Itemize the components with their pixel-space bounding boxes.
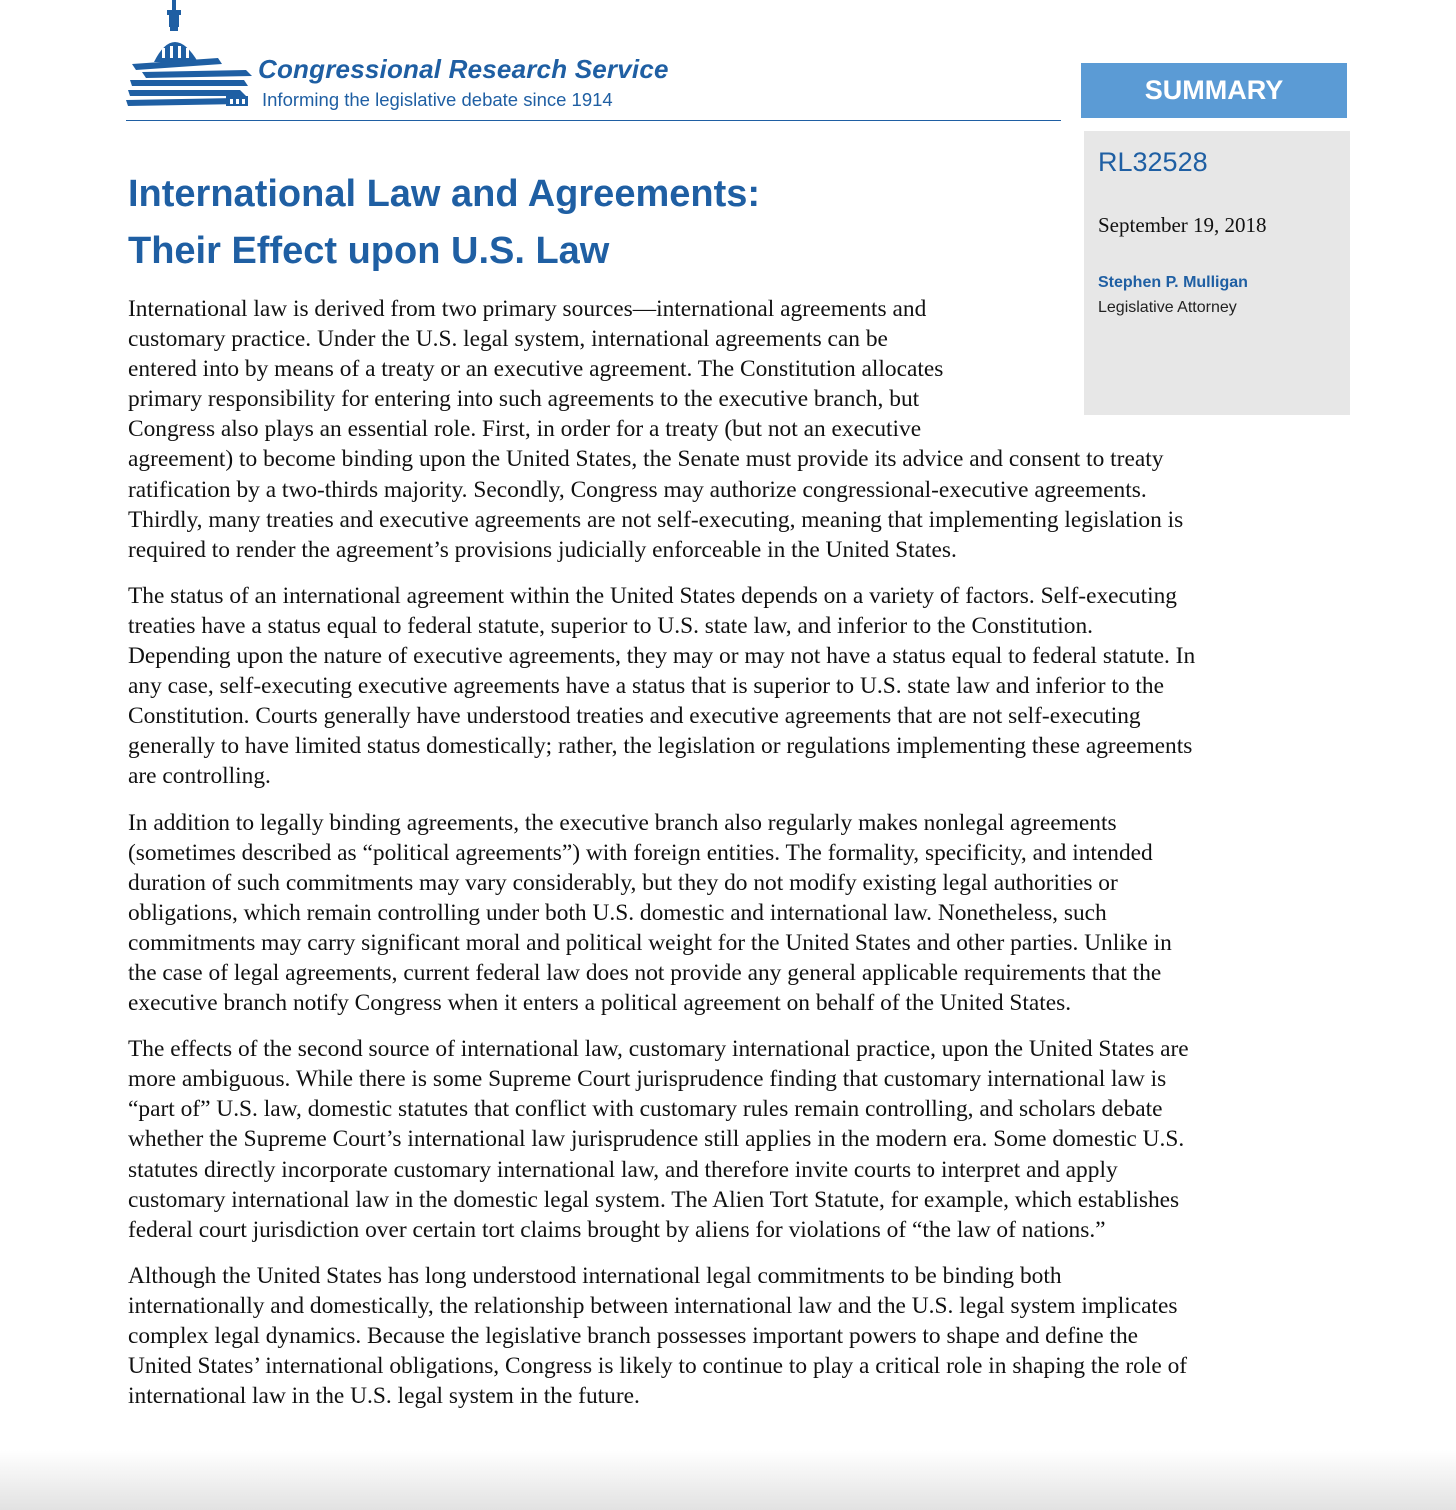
page-bottom-shadow — [0, 1450, 1456, 1510]
header-divider — [126, 120, 1061, 121]
text-line: international law in the U.S. legal system in the future. — [128, 1383, 640, 1410]
org-tagline: Informing the legislative debate since 1914 — [262, 89, 613, 110]
org-name: Congressional Research Service — [258, 54, 669, 84]
title-line-2: Their Effect upon U.S. Law — [128, 230, 610, 272]
text-line: treaties have a status equal to federal statute, superior to U.S. state law, and inferior to the Constitution. — [128, 612, 1094, 639]
text-line: customary practice. Under the U.S. legal system, international agreements can be — [128, 326, 888, 353]
text-line: The effects of the second source of international law, customary international practice, upon the United States are — [128, 1036, 1189, 1063]
text-line: commitments may carry significant moral and political weight for the United States and other parties. Unlike in — [128, 929, 1172, 956]
summary-banner: SUMMARY — [1081, 63, 1347, 118]
text-line: the case of legal agreements, current federal law does not provide any general applicable requirements that the — [128, 959, 1162, 986]
text-line: United States’ international obligations, Congress is likely to continue to play a critical role in shaping the role of — [128, 1353, 1188, 1380]
paragraph-4 — [128, 1034, 1338, 1245]
text-line: primary responsibility for entering into such agreements to the executive branch, but — [128, 386, 920, 413]
author-name: Stephen P. Mulligan — [1098, 274, 1248, 291]
text-line: Constitution. Courts generally have understood treaties and executive agreements that are not self-executing — [128, 703, 1141, 730]
title-line-1: International Law and Agreements: — [128, 173, 761, 215]
summary-body — [128, 294, 1338, 1427]
report-date: September 19, 2018 — [1098, 213, 1267, 237]
text-line: agreement) to become binding upon the United States, the Senate must provide its advice and consent to treaty — [128, 446, 1164, 473]
text-line: are controlling. — [128, 763, 271, 790]
paragraph-1 — [128, 294, 1338, 565]
document-title — [128, 166, 760, 280]
capitol-dome-logo-icon — [126, 0, 256, 116]
paragraph-5 — [128, 1261, 1338, 1411]
text-line: entered into by means of a treaty or an executive agreement. The Constitution allocates — [128, 356, 944, 383]
text-line: customary international law in the domestic legal system. The Alien Tort Statute, for example, which establishes — [128, 1186, 1180, 1213]
text-line: Depending upon the nature of executive agreements, they may or may not have a status equal to federal statute. In — [128, 643, 1196, 670]
text-line: generally to have limited status domestically; rather, the legislation or regulations implementing these agreements — [128, 733, 1193, 760]
text-line: Thirdly, many treaties and executive agreements are not self-executing, meaning that implementing legislation is — [128, 506, 1184, 533]
text-line: obligations, which remain controlling under both U.S. domestic and international law. Nonetheless, such — [128, 899, 1107, 926]
text-line: ratification by a two-thirds majority. Secondly, Congress may authorize congressional-executive agreements. — [128, 476, 1147, 503]
text-line: federal court jurisdiction over certain tort claims brought by aliens for violations of “the law of nations.” — [128, 1216, 1106, 1243]
report-number: RL32528 — [1098, 147, 1208, 177]
text-line: Although the United States has long understood international legal commitments to be binding both — [128, 1262, 1062, 1289]
text-line: statutes directly incorporate customary international law, and therefore invite courts to interpret and apply — [128, 1156, 1118, 1183]
paragraph-3 — [128, 808, 1338, 1019]
text-line: International law is derived from two primary sources—international agreements and — [128, 296, 927, 322]
paragraph-2 — [128, 581, 1338, 792]
author-title: Legislative Attorney — [1098, 299, 1237, 316]
text-line: whether the Supreme Court’s international law jurisprudence still applies in the modern era. Some domestic U.S. — [128, 1126, 1185, 1153]
text-line: (sometimes described as “political agreements”) with foreign entities. The formality, specificity, and intended — [128, 839, 1153, 866]
text-line: In addition to legally binding agreements, the executive branch also regularly makes nonlegal agreements — [128, 809, 1117, 836]
text-line: “part of” U.S. law, domestic statutes that conflict with customary rules remain controlling, and scholars debate — [128, 1096, 1163, 1123]
text-line: any case, self-executing executive agreements have a status that is superior to U.S. state law and inferior to the — [128, 673, 1164, 700]
text-line: required to render the agreement’s provisions judicially enforceable in the United States. — [128, 536, 957, 563]
text-line: internationally and domestically, the relationship between international law and the U.S. legal system implicates — [128, 1292, 1178, 1319]
text-line: executive branch notify Congress when it enters a political agreement on behalf of the United States. — [128, 990, 1072, 1017]
text-line: Congress also plays an essential role. First, in order for a treaty (but not an executive — [128, 416, 922, 443]
text-line: more ambiguous. While there is some Supreme Court jurisprudence finding that customary international law is — [128, 1066, 1167, 1093]
text-line: The status of an international agreement within the United States depends on a variety of factors. Self-executing — [128, 582, 1177, 609]
text-line: duration of such commitments may vary considerably, but they do not modify existing legal authorities or — [128, 869, 1118, 896]
text-line: complex legal dynamics. Because the legislative branch possesses important powers to shape and define the — [128, 1323, 1139, 1349]
